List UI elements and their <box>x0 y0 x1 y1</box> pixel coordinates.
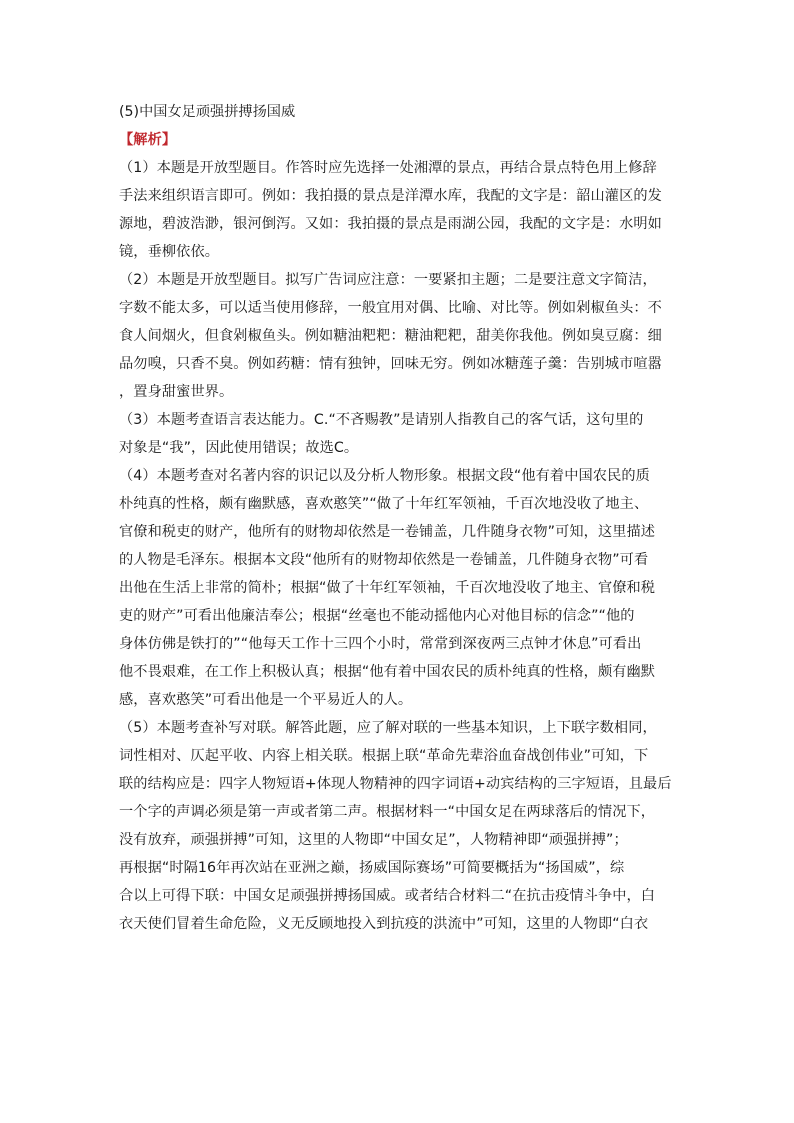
paragraph-2-line: 品勿嗅，只香不臭。例如药糖：情有独钟，回味无穷。例如冰糖莲子羹：告别城市喧嚣 <box>119 356 662 372</box>
paragraph-2-line: 食人间烟火，但食剁椒鱼头。例如糖油粑粑：糖油粑粑，甜美你我他。例如臭豆腐：细 <box>119 328 662 344</box>
paragraph-5-line: 没有放弃，顽强拼搏”可知，这里的人物即“中国女足”，人物精神即“顽强拼搏”； <box>119 832 628 848</box>
paragraph-2-line: 字数不能太多，可以适当使用修辞，一般宜用对偶、比喻、对比等。例如剁椒鱼头：不 <box>119 300 662 316</box>
paragraph-4-line: 官僚和税吏的财产，他所有的财物却依然是一卷铺盖，几件随身衣物”可知，这里描述 <box>119 524 656 540</box>
paragraph-4-line: 他不畏艰难，在工作上积极认真；根据“他有着中国农民的质朴纯真的性格，颇有幽默 <box>119 664 656 680</box>
answer-line: (5)中国女足顽强拼搏扬国威 <box>119 104 296 120</box>
paragraph-5-line: 联的结构应是：四字人物短语+体现人物精神的四字词语+动宾结构的三字短语，且最后 <box>119 776 672 792</box>
paragraph-3-line: （3）本题考查语言表达能力。C.“不吝赐教”是请别人指教自己的客气话，这句里的 <box>119 412 644 428</box>
paragraph-1-line: （1）本题是开放型题目。作答时应先选择一处湘潭的景点，再结合景点特色用上修辞 <box>119 160 657 176</box>
paragraph-4-line: 身体仿佛是铁打的”“他每天工作十三四个小时，常常到深夜两三点钟才休息”可看出 <box>119 636 642 652</box>
paragraph-4-line: （4）本题考查对名著内容的识记以及分析人物形象。根据文段“他有着中国农民的质 <box>119 468 650 484</box>
paragraph-2-line: （2）本题是开放型题目。拟写广告词应注意：一要紧扣主题；二是要注意文字简洁， <box>119 272 657 288</box>
paragraph-4-line: 出他在生活上非常的简朴；根据“做了十年红军领袖，千百次地没收了地主、官僚和税 <box>119 580 656 596</box>
paragraph-1-line: 手法来组织语言即可。例如：我拍摄的景点是洋潭水库，我配的文字是：韶山灌区的发 <box>119 188 662 204</box>
paragraph-4-line: 吏的财产”可看出他廉洁奉公；根据“丝毫也不能动摇他内心对他目标的信念”“他的 <box>119 608 635 624</box>
paragraph-5-line: 词性相对、仄起平收、内容上相关联。根据上联“革命先辈浴血奋战创伟业”可知，下 <box>119 748 649 764</box>
paragraph-1-line: 镜，垂柳依依。 <box>119 244 220 260</box>
paragraph-4-line: 的人物是毛泽东。根据本文段“他所有的财物却依然是一卷铺盖，几件随身衣物”可看 <box>119 552 649 568</box>
document-body <box>119 98 679 938</box>
paragraph-5-line: 衣天使们冒着生命危险，义无反顾地投入到抗疫的洪流中”可知，这里的人物即“白衣 <box>119 916 649 932</box>
paragraph-4-line: 感，喜欢憨笑”可看出他是一个平易近人的人。 <box>119 692 413 708</box>
paragraph-5-line: 再根据“时隔16年再次站在亚洲之巅，扬威国际赛场”可简要概括为“扬国威”，综 <box>119 860 625 876</box>
analysis-heading: 【解析】 <box>119 132 177 148</box>
paragraph-5-line: 一个字的声调必须是第一声或者第二声。根据材料一“中国女足在两球落后的情况下， <box>119 804 656 820</box>
paragraph-1-line: 源地，碧波浩渺，银河倒泻。又如：我拍摄的景点是雨湖公园，我配的文字是：水明如 <box>119 216 662 232</box>
paragraph-3-line: 对象是“我”，因此使用错误；故选C。 <box>119 440 359 456</box>
paragraph-4-line: 朴纯真的性格，颇有幽默感，喜欢憨笑”“做了十年红军领袖，千百次地没收了地主、 <box>119 496 649 512</box>
paragraph-2-line: ，置身甜蜜世界。 <box>119 384 234 400</box>
paragraph-5-line: （5）本题考查补写对联。解答此题，应了解对联的一些基本知识，上下联字数相同， <box>119 720 657 736</box>
paragraph-5-line: 合以上可得下联：中国女足顽强拼搏扬国威。或者结合材料二“在抗击疫情斗争中，白 <box>119 888 656 904</box>
